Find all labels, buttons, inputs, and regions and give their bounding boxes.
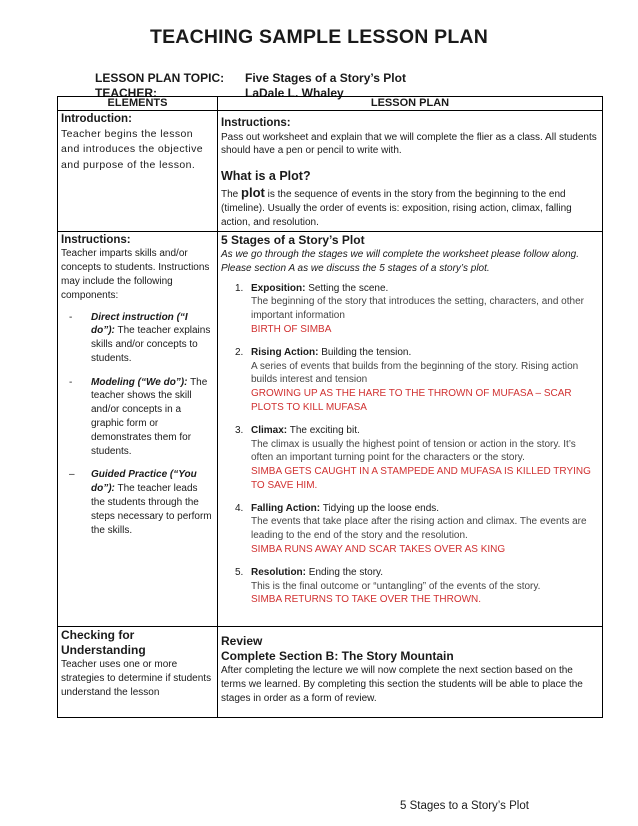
component-text: The teacher explains skills and/or concepts to students. [91, 325, 211, 364]
page-title: TEACHING SAMPLE LESSON PLAN [149, 26, 488, 48]
stage-name: Resolution: [251, 566, 306, 578]
list-item [61, 311, 214, 366]
stage-number: 5. [235, 566, 244, 578]
list-item [221, 566, 599, 607]
introduction-title: Introduction: [61, 113, 132, 126]
list-item [221, 346, 599, 415]
stage-name: Rising Action: [251, 346, 319, 358]
page-footer: 5 Stages to a Story’s Plot [400, 800, 529, 812]
plot-post: is the sequence of events in the story from the beginning to the end (timeline). Usually the order of events is: exposition, rising action, climax, falling action, and resolution. [221, 189, 572, 229]
component-label: Direct instruction (“I do”): [91, 311, 188, 337]
introduction-cell [58, 111, 218, 232]
checking-cell [58, 626, 218, 717]
dash-marker: - [69, 311, 73, 323]
table-row-introduction [58, 111, 603, 232]
review-title: Review [221, 633, 263, 648]
component-text: The teacher leads the students through the steps necessary to perform the skills. [91, 483, 212, 536]
col-header-elements: ELEMENTS [58, 97, 218, 111]
instructions-left-text: Teacher imparts skills and/or concepts to students. Instructions may include the following components: [61, 248, 210, 301]
stage-example: SIMBA GETS CAUGHT IN A STAMPEDE AND MUFASA IS KILLED TRYING TO SAVE HIM. [251, 466, 591, 491]
dash-marker: – [69, 469, 75, 481]
stage-example: GROWING UP AS THE HARE TO THE THROWN OF MUFASA – SCAR PLOTS TO KILL MUFASA [251, 388, 572, 413]
plot-heading: What is a Plot? [221, 169, 311, 184]
introduction-plan-cell [218, 111, 603, 232]
stages-cell [218, 231, 603, 626]
list-item [61, 376, 214, 459]
stage-short: Building the tension. [321, 346, 412, 358]
instructions-elements-cell [58, 231, 218, 626]
table-row-checking [58, 626, 603, 717]
stage-name: Climax: [251, 424, 288, 436]
instructions-text: Pass out worksheet and explain that we will complete the flier as a class. All students should have a pen or pencil to write with. [221, 131, 597, 157]
topic-value: Five Stages of a Story’s Plot [245, 71, 406, 85]
review-text: After completing the lecture we will now complete the next section based on the terms we learned. By completing this section the students will be able to place the stages in order as a form of review. [221, 664, 583, 704]
review-subtitle: Complete Section B: The Story Mountain [221, 648, 454, 663]
stage-desc: This is the final outcome or “untangling” of the events of the story. [251, 580, 541, 592]
col-header-lesson-plan: LESSON PLAN [218, 97, 603, 111]
stage-number: 1. [235, 282, 244, 294]
stage-name: Exposition: [251, 282, 306, 294]
lesson-plan-table [57, 96, 603, 718]
topic-line [95, 71, 406, 85]
stage-number: 4. [235, 502, 244, 514]
component-label: Guided Practice (“You do”): [91, 469, 197, 495]
list-item [221, 502, 599, 557]
stage-example: SIMBA RUNS AWAY AND SCAR TAKES OVER AS KING [251, 544, 506, 556]
list-item [221, 282, 599, 337]
stage-desc: The beginning of the story that introduces the setting, characters, and other important information [251, 296, 584, 322]
stage-short: Tidying up the loose ends. [322, 502, 440, 514]
introduction-text: Teacher begins the lesson and introduces the objective and purpose of the lesson. [61, 127, 203, 172]
plot-word: plot [241, 185, 265, 201]
stage-number: 3. [235, 424, 244, 436]
table-row-instructions [58, 231, 603, 626]
review-cell [218, 626, 603, 717]
table-header-row [58, 97, 603, 111]
teacher-label: TEACHER: [95, 86, 157, 100]
stages-list [221, 282, 599, 608]
checking-text: Teacher uses one or more strategies to determine if students understand the lesson [61, 658, 212, 698]
instructions-title: Instructions: [221, 117, 291, 130]
plot-pre: The [221, 189, 239, 201]
stages-intro: As we go through the stages we will complete the worksheet please follow along. Please section A as we discuss the 5 stages of a story’s plot. [221, 248, 579, 274]
dash-marker: - [69, 376, 73, 388]
instructions-left-title: Instructions: [61, 233, 131, 246]
stage-number: 2. [235, 346, 244, 358]
list-item [221, 424, 599, 493]
plot-definition [221, 184, 599, 230]
stage-desc: The events that take place after the rising action and climax. The events are leading to the end of the story and the resolution. [251, 516, 587, 542]
stage-example: SIMBA RETURNS TO TAKE OVER THE THROWN. [251, 594, 482, 606]
stage-desc: The climax is usually the highest point of tension or action in the story. It’s often an important turning point for the characters or the story. [251, 438, 576, 464]
teacher-value: LaDale L. Whaley [245, 86, 344, 100]
component-label: Modeling (“We do”): [91, 376, 188, 388]
stage-desc: A series of events that builds from the beginning of the story. Rising action builds interest and tension [251, 360, 579, 386]
list-item [61, 468, 214, 537]
stages-title: 5 Stages of a Story’s Plot [221, 232, 365, 247]
checking-title: Checking for Understanding [61, 627, 146, 657]
stage-short: Setting the scene. [308, 282, 389, 294]
stage-example: BIRTH OF SIMBA [251, 323, 332, 335]
components-list [61, 311, 214, 538]
topic-label: LESSON PLAN TOPIC: [95, 71, 225, 85]
stage-short: Ending the story. [308, 566, 384, 578]
stage-name: Falling Action: [251, 502, 321, 514]
stage-short: The exciting bit. [289, 424, 360, 436]
component-text: The teacher shows the skill and/or concepts in a graphic form or demonstrates them for students. [91, 376, 208, 457]
